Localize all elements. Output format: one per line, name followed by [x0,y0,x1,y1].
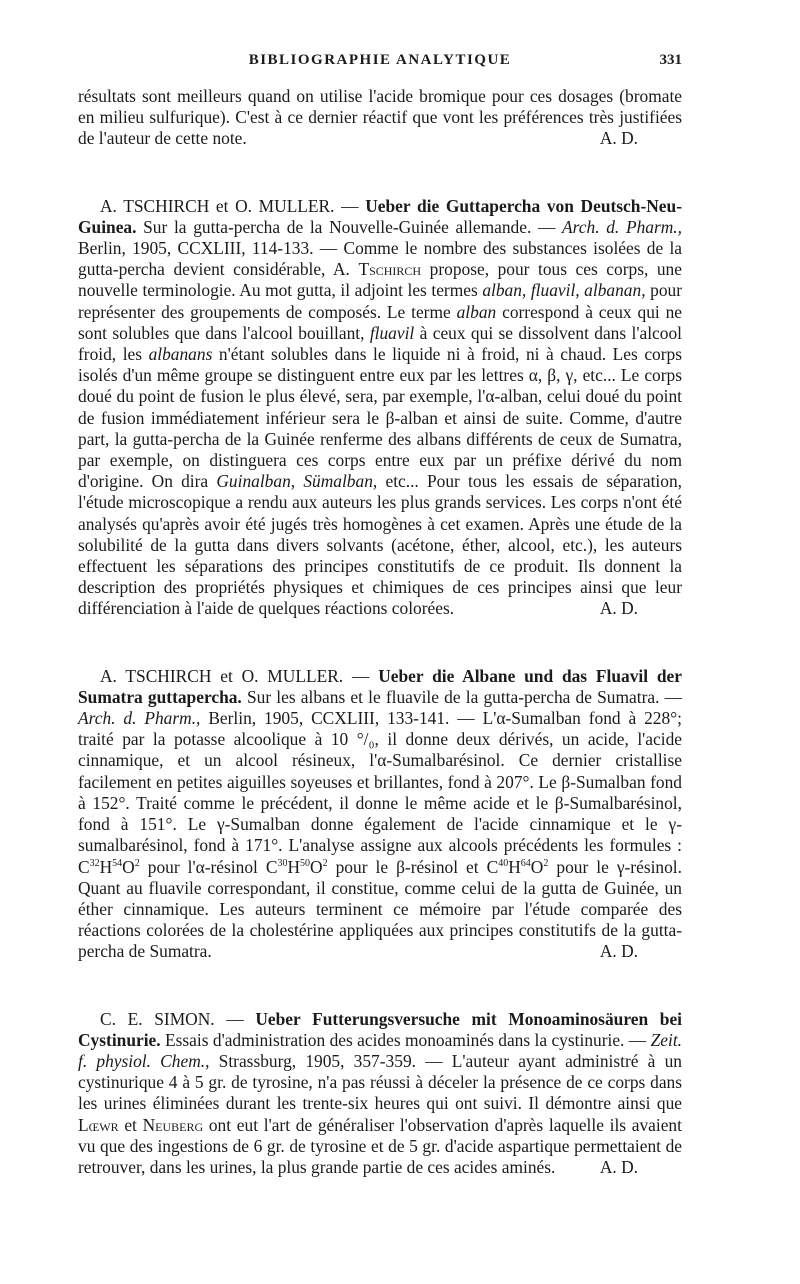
article-title: Ueber die Guttapercha von Deutsch-Neu-Guinea. [78,195,682,237]
review-text: A. TSCHIRCH et O. MULLER. — Ueber die Albane und das Fluavil der Sumatra guttapercha. Sur les albans et le fluavile de la gutta-percha de Sumatra. — Arch. d. Pharm., Berlin, 1905, CCXLIII, 133-141. — L'α-Sumalban fond à 228°; traité par la potasse alcoolique à 10 °/₀, il donne deux dérivés, un acide, l'acide cinnamique, et un alcool résineux, l'α-Sumalbarésinol. Ce dernier cristallise facilement en petites aiguilles soyeuses et brillantes, fond à 207°. Le β-Sumalban fond à 152°. Traité comme le précédent, il donne le même acide et le β-Sumalbarésinol, fond à 151°. Le γ-Sumalban donne également de l'acide cinnamique et le γ-sumalbarésinol, fond à 171°. L'analyse assigne aux alcools précédents les formules : $C^{32}H^{54}O^2$ pour l'α-résinol $C^{30}H^{50}O^2$ pour le β-résinol et $C^{40}H^{64}O^2$ pour le γ-résinol. Quant au fluavile correspondant, il constitue, comme celui de la gutta de Guinée, un éther cinnamique. Les auteurs terminent ce mémoire par l'étude comparée des réactions colorées de la cholestérine appliquées aux principes constitutifs de la gutta-percha de Sumatra. A. D. [78,665,682,962]
authors: C. E. SIMON. — [100,1008,244,1029]
body-text [78,86,682,1178]
authors: A. TSCHIRCH et O. MULLER. — [100,665,370,686]
journal: Zeit. f. physiol. Chem., [78,1029,682,1071]
review-text: A. TSCHIRCH et O. MULLER. — Ueber die Guttapercha von Deutsch-Neu-Guinea. Sur la gutta-percha de la Nouvelle-Guinée allemande. — Arch. d. Pharm., Berlin, 1905, CCXLIII, 114-133. — Comme le nombre des substances isolées de la gutta-percha devient considérable, A. Tschirch propose, pour tous ces corps, une nouvelle terminologie. Au mot gutta, il adjoint les termes alban, fluavil, albanan, pour représenter des groupements de composés. Le terme alban correspond à ceux qui ne sont solubles que dans l'alcool bouillant, fluavil à ceux qui se dissolvent dans l'alcool froid, les albanans n'étant solubles dans le liquide ni à froid, ni à chaud. Les corps isolés d'un même groupe se distinguent entre eux par les lettres α, β, γ, etc... Le corps doué du point de fusion le plus élevé, sera, par exemple, l'α-alban, celui doué du point de fusion immédiatement inférieur sera le β-alban et ainsi de suite. Comme, d'autre part, la gutta-percha de la Guinée renferme des albans différents de ceux de Sumatra, par exemple, on distinguera ces corps entre eux par un préfixe dérivé du nom d'origine. On dira Guinalban, Sümalban, etc... Pour tous les essais de séparation, l'étude microscopique a rendu aux auteurs les plus grands services. Les corps n'ont été analysés qu'après avoir été jugés très homogènes à cet examen. Après une étude de la solubilité de la gutta dans divers solvants (acétone, éther, alcool, etc.), les auteurs effectuent les séparations des principes constitutifs de ce produit. Ils donnent la description des propriétés physiques et chimiques de ces principes ainsi que leur différenciation à l'aide de quelques réactions colorées. A. D. [78,195,683,619]
journal: Arch. d. Pharm., [78,708,201,729]
signature: A. D. [599,598,638,619]
page-number: 331 [659,52,682,68]
page-header [78,52,682,76]
signature: A. D. [599,941,638,962]
author-name: Tschirch [358,259,422,280]
running-title: BIBLIOGRAPHIE ANALYTIQUE [248,52,512,68]
signature: A. D. [599,128,638,149]
article-title: Ueber Futterungsversuche mit Monoaminosäuren bei Cystinurie. [78,1008,682,1050]
journal: Arch. d. Pharm., [562,216,682,237]
formula: $C^{40}H^{64}O^2$ [486,856,549,877]
authors: A. TSCHIRCH et O. MULLER. — [100,195,359,216]
formula: $C^{30}H^{50}O^2$ [265,856,328,877]
article-subtitle: Sur la gutta-percha de la Nouvelle-Guinée allemande. — [143,216,556,237]
intro-text: résultats sont meilleurs quand on utilise l'acide bromique pour ces dosages (bromate en milieu sulfurique). C'est à ce dernier réactif que vont les préférences très justifiées de l'auteur de cette note. A. D. [78,86,682,149]
article-title: Ueber die Albane und das Fluavil der Sumatra guttapercha. [78,665,682,707]
signature: A. D. [599,1156,638,1177]
intro-paragraph [78,86,682,150]
article-subtitle: Essais d'administration des acides monoaminés dans la cystinurie. — [165,1029,647,1050]
review-entry [78,196,682,620]
formula: $C^{32}H^{54}O^2$ [78,856,140,877]
review-entry [78,666,682,963]
review-text: C. E. SIMON. — Ueber Futterungsversuche mit Monoaminosäuren bei Cystinurie. Essais d'administration des acides monoaminés dans la cystinurie. — Zeit. f. physiol. Chem., Strassburg, 1905, 357-359. — L'auteur ayant administré à un cystinurique 4 à 5 gr. de tyrosine, n'a pas réussi à déceler la présence de ce corps dans les urines éliminées durant les trente-six heures qui ont suivi. Il démontre ainsi que Lœwr et Neuberg ont eut l'art de généraliser l'observation d'après laquelle ils avaient vu que des ingestions de 6 gr. de tyrosine et de 5 gr. d'acide aspartique permettaient de retrouver, dans les urines, la plus grande partie de ces acides aminés. A. D. [78,1008,682,1177]
article-subtitle: Sur les albans et le fluavile de la gutta-percha de Sumatra. — [246,686,682,707]
review-entry [78,1009,682,1179]
author-name: Lœwr [78,1114,119,1135]
author-name: Neuberg [142,1114,204,1135]
